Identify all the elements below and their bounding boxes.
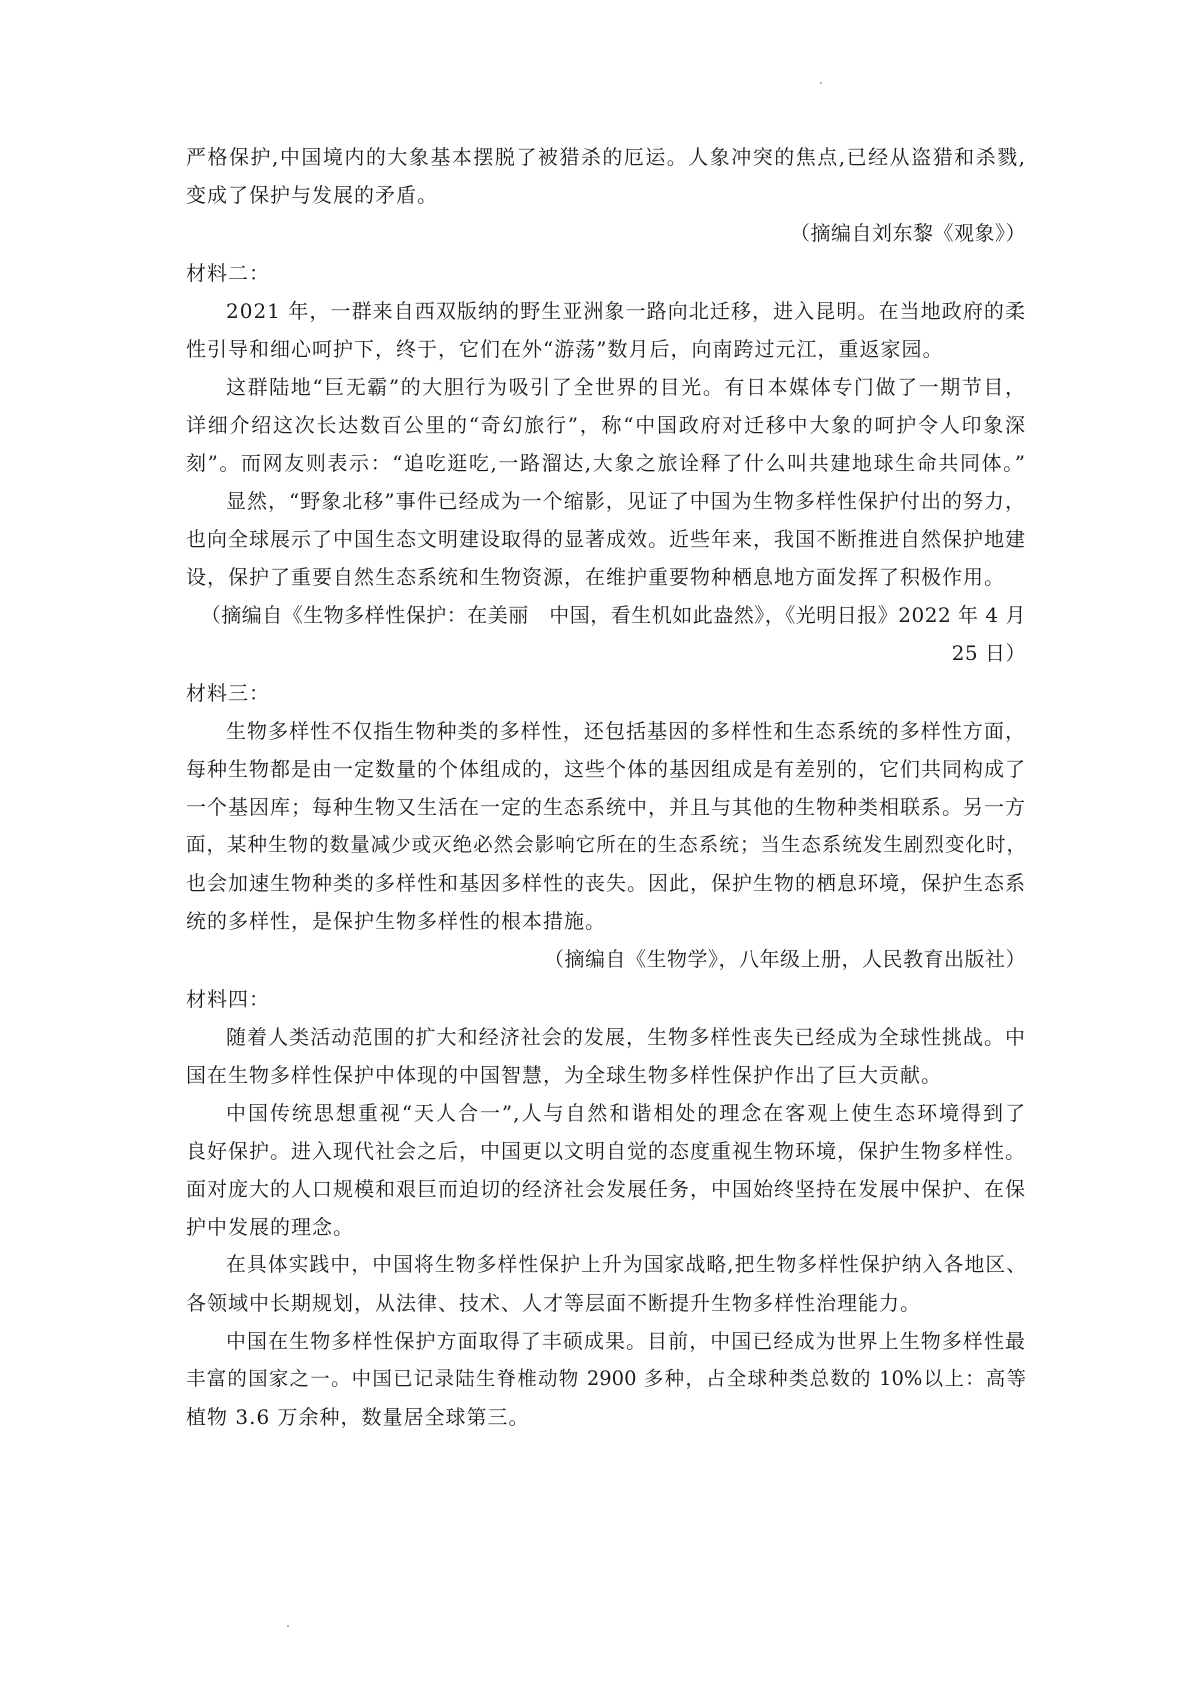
text-line: 统的多样性，是保护生物多样性的根本措施。 xyxy=(186,909,606,933)
text-line: 丰富的国家之一。中国已记录陆生脊椎动物 2900 多种，占全球种类总数的 10%以上：高等 xyxy=(186,1367,1026,1390)
document-page xyxy=(186,138,1026,1436)
paragraph xyxy=(186,712,1026,940)
text-line: 面，某种生物的数量减少或灭绝必然会影响它所在的生态系统；当生态系统发生剧烈变化时， xyxy=(186,833,1026,856)
source-citation xyxy=(186,596,1026,672)
source-citation xyxy=(186,214,1026,252)
paragraph xyxy=(186,1094,1026,1246)
paragraph xyxy=(186,482,1026,596)
paragraph xyxy=(186,138,1026,214)
text-line: 这群陆地“巨无霸”的大胆行为吸引了全世界的目光。有日本媒体专门做了一期节目， xyxy=(226,375,1026,399)
citation-line: （摘编自刘东黎《观象》） xyxy=(790,221,1026,245)
text-line: 详细介绍这次长达数百公里的“奇幻旅行”，称“中国政府对迁移中大象的呵护令人印象深 xyxy=(186,413,1026,437)
paragraph xyxy=(186,368,1026,482)
text-line: 也会加速生物种类的多样性和基因多样性的丧失。因此，保护生物的栖息环境，保护生态系 xyxy=(186,871,1026,895)
paragraph xyxy=(186,1322,1026,1436)
text-line: 也向全球展示了中国生态文明建设取得的显著成效。近些年来，我国不断推进自然保护地建 xyxy=(186,527,1026,551)
text-line: 生物多样性不仅指生物种类的多样性，还包括基因的多样性和生态系统的多样性方面， xyxy=(226,719,1026,743)
text-line: 面对庞大的人口规模和艰巨而迫切的经济社会发展任务，中国始终坚持在发展中保护、在保 xyxy=(186,1177,1026,1201)
text-line: 刻”。而网友则表示：“追吃逛吃,一路溜达,大象之旅诠释了什么叫共建地球生命共同体。” xyxy=(186,451,1026,475)
text-line: 中国传统思想重视“天人合一”,人与自然和谐相处的理念在客观上使生态环境得到了 xyxy=(226,1101,1026,1125)
text-line: 一个基因库；每种生物又生活在一定的生态系统中，并且与其他的生物种类相联系。另一方 xyxy=(186,795,1026,819)
text-line: 性引导和细心呵护下，终于，它们在外“游荡”数月后，向南跨过元江，重返家园。 xyxy=(186,337,944,361)
text-line: 2021 年，一群来自西双版纳的野生亚洲象一路向北迁移，进入昆明。在当地政府的柔 xyxy=(226,299,1026,323)
text-line: 在具体实践中，中国将生物多样性保护上升为国家战略,把生物多样性保护纳入各地区、 xyxy=(226,1253,1026,1276)
text-line: 变成了保护与发展的矛盾。 xyxy=(186,183,438,207)
text-line: 良好保护。进入现代社会之后，中国更以文明自觉的态度重视生物环境，保护生物多样性。 xyxy=(186,1139,1026,1163)
text-line: 严格保护,中国境内的大象基本摆脱了被猎杀的厄运。人象冲突的焦点,已经从盗猎和杀戮, xyxy=(186,145,1026,169)
citation-line: （摘编自《生物多样性保护：在美丽 中国，看生机如此盎然》，《光明日报》2022 年 4 月 xyxy=(200,603,1026,627)
text-line: 中国在生物多样性保护方面取得了丰硕成果。目前，中国已经成为世界上生物多样性最 xyxy=(226,1329,1026,1353)
paragraph xyxy=(186,1018,1026,1094)
text-line: 植物 3.6 万余种，数量居全球第三。 xyxy=(186,1405,530,1429)
paragraph xyxy=(186,1246,1026,1322)
scan-speck xyxy=(820,82,822,84)
text-line: 显然，“野象北移”事件已经成为一个缩影，见证了中国为生物多样性保护付出的努力， xyxy=(226,489,1026,513)
source-citation xyxy=(186,940,1026,978)
citation-line: （摘编自《生物学》，八年级上册，人民教育出版社） xyxy=(544,947,1026,971)
citation-line: 25 日） xyxy=(951,641,1026,665)
material-heading: 材料四： xyxy=(186,987,270,1011)
material-heading: 材料三： xyxy=(186,681,270,705)
text-line: 各领域中长期规划，从法律、技术、人才等层面不断提升生物多样性治理能力。 xyxy=(186,1291,921,1315)
text-line: 每种生物都是由一定数量的个体组成的，这些个体的基因组成是有差别的，它们共同构成了 xyxy=(186,757,1026,781)
paragraph xyxy=(186,292,1026,368)
material-heading: 材料二： xyxy=(186,261,270,285)
text-line: 设，保护了重要自然生态系统和生物资源，在维护重要物种栖息地方面发挥了积极作用。 xyxy=(186,565,1005,589)
text-line: 随着人类活动范围的扩大和经济社会的发展，生物多样性丧失已经成为全球性挑战。中 xyxy=(226,1025,1026,1049)
text-line: 国在生物多样性保护中体现的中国智慧，为全球生物多样性保护作出了巨大贡献。 xyxy=(186,1063,942,1087)
text-line: 护中发展的理念。 xyxy=(186,1215,354,1239)
scan-speck xyxy=(287,1625,289,1627)
